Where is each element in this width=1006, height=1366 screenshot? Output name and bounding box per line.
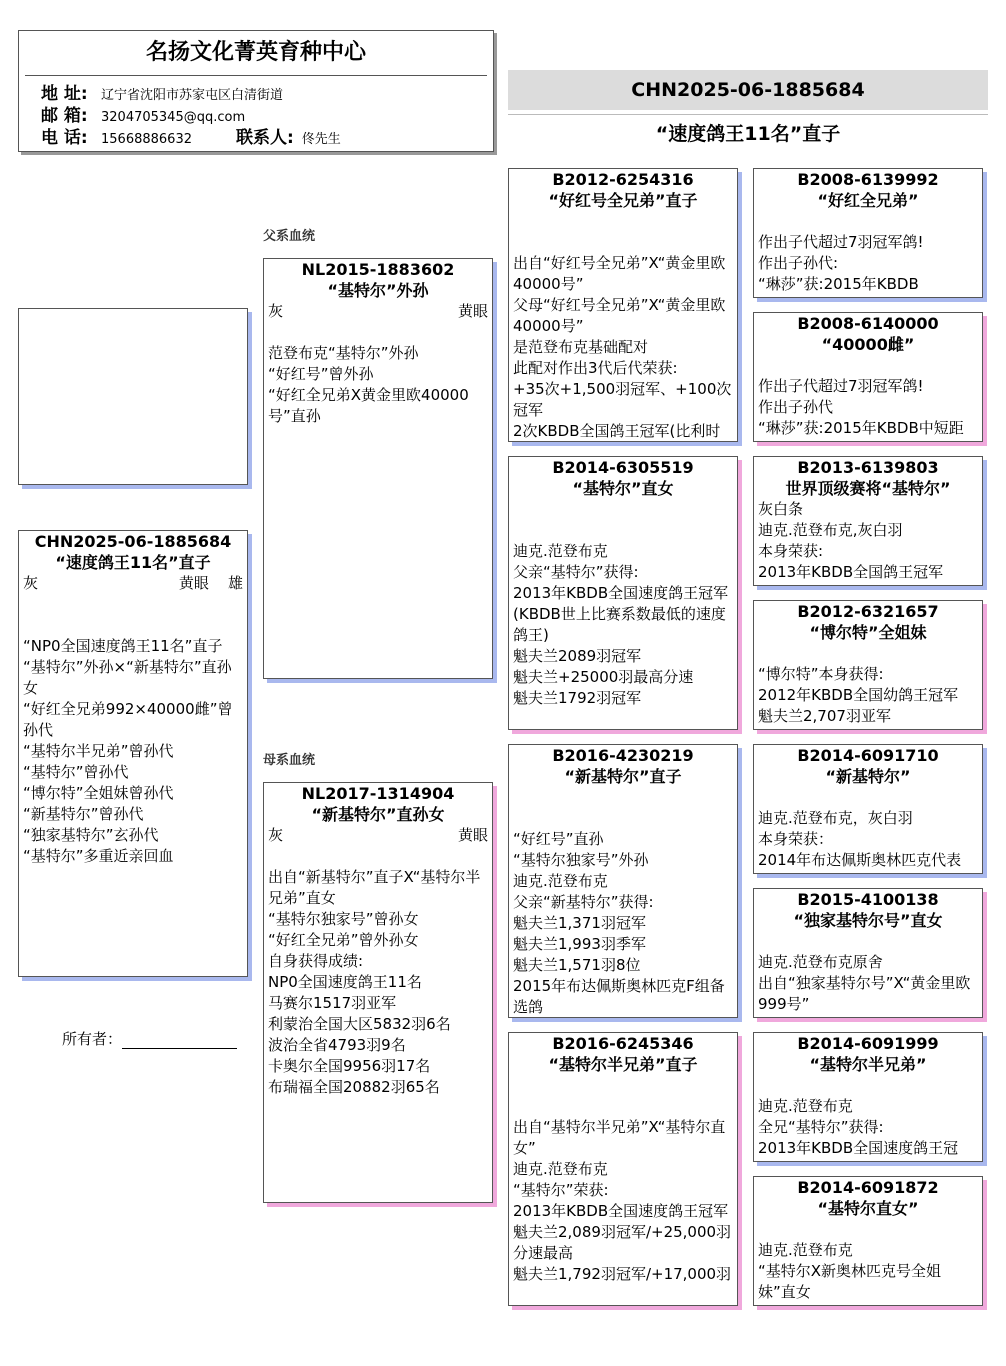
sire-notes: 范登布克“基特尔”外孙 “好红号”曾外孙 “好红全兄弟X黄金里欧40000号”直孙 bbox=[268, 344, 469, 425]
great-grandparent-notes: 灰白条 迪克.范登布克,灰白羽 本身荣获: 2013年KBDB全国鸽王冠军 bbox=[758, 500, 944, 581]
grandparent-notes: 迪克.范登布克 父亲“基特尔”获得: 2013年KBDB全国速度鸽王冠军 (KBDB世上比赛系数最低的速度鸽王) 魁夫兰2089羽冠军 魁夫兰+25000羽最高分速 魁夫兰1792羽冠军 bbox=[513, 542, 729, 707]
address-label: 地 址: bbox=[41, 84, 88, 104]
breeder-info-box bbox=[18, 30, 494, 152]
great-grandparent-card bbox=[753, 1176, 983, 1306]
phone-label: 电 话: bbox=[41, 128, 88, 148]
ring-banner: CHN2025-06-1885684 bbox=[508, 70, 988, 110]
address-row bbox=[19, 84, 493, 106]
great-grandparent-card bbox=[753, 600, 983, 730]
email-label: 邮 箱: bbox=[41, 106, 88, 126]
great-grandparent-title: 世界顶级赛将“基特尔” bbox=[785, 479, 951, 498]
great-grandparent-card bbox=[753, 312, 983, 442]
grandparent-card bbox=[508, 456, 738, 730]
grandparent-notes: “好红号”直孙 “基特尔独家号”外孙 迪克.范登布克 父亲“新基特尔”获得: 魁夫兰1,371羽冠军 魁夫兰1,993羽季军 魁夫兰1,571羽8位 2015年布达佩斯奥林匹克F组备选鸽 bbox=[513, 830, 725, 1016]
dam-line-label: 母系血统 bbox=[263, 753, 316, 768]
pigeon-photo bbox=[18, 308, 248, 485]
great-grandparent-card bbox=[753, 168, 983, 298]
great-grandparent-card bbox=[753, 456, 983, 586]
subject-eye: 黄眼 bbox=[178, 574, 209, 592]
dam-color: 灰 bbox=[268, 826, 284, 844]
grandparent-title: “基特尔”直女 bbox=[572, 479, 674, 498]
dam-eye: 黄眼 bbox=[457, 826, 488, 844]
email-value: 3204705345@qq.com bbox=[101, 110, 246, 125]
great-grandparent-title: “新基特尔” bbox=[825, 767, 911, 786]
subject-ring: CHN2025-06-1885684 bbox=[34, 532, 232, 551]
grandparent-card bbox=[508, 1032, 738, 1306]
great-grandparent-ring: B2014-6091710 bbox=[797, 746, 939, 765]
great-grandparent-notes: 作出子代超过7羽冠军鸽! 作出子孙代: “琳莎”获:2015年KBDB bbox=[758, 233, 924, 293]
great-grandparent-ring: B2014-6091872 bbox=[797, 1178, 939, 1197]
header-divider bbox=[25, 75, 487, 76]
dam-ring: NL2017-1314904 bbox=[301, 784, 455, 803]
great-grandparent-notes: “博尔特”本身获得: 2012年KBDB全国幼鸽王冠军 魁夫兰2,707羽亚军 bbox=[758, 665, 959, 725]
grandparent-ring: B2012-6254316 bbox=[552, 170, 694, 189]
subject-title: “速度鸽王11名”直子 bbox=[655, 123, 841, 145]
sire-card bbox=[263, 258, 493, 679]
banner-divider bbox=[508, 114, 988, 115]
grandparent-title: “新基特尔”直子 bbox=[564, 767, 682, 786]
dam-notes: 出自“新基特尔”直子X“基特尔半兄弟”直女 “基特尔独家号”曾孙女 “好红全兄弟”曾外孙女 自身获得成绩: NP0全国速度鸽王11名 马赛尔1517羽亚军 利蒙治全国大区5832羽6名 波治全省4793羽9名 卡奥尔全国9956羽17名 布瑞福全国20882羽65名 bbox=[268, 868, 481, 1096]
great-grandparent-card bbox=[753, 744, 983, 874]
subject-traits bbox=[19, 573, 247, 594]
sire-eye: 黄眼 bbox=[457, 302, 488, 320]
org-name: 名扬文化菁英育种中心 bbox=[145, 40, 366, 65]
great-grandparent-ring: B2012-6321657 bbox=[797, 602, 939, 621]
subject-card bbox=[18, 530, 248, 977]
sire-ring: NL2015-1883602 bbox=[301, 260, 455, 279]
great-grandparent-title: “40000雌” bbox=[821, 335, 915, 354]
great-grandparent-ring: B2015-4100138 bbox=[797, 890, 939, 909]
grandparent-ring: B2016-6245346 bbox=[552, 1034, 694, 1053]
subject-sex: 雄 bbox=[227, 574, 243, 592]
dam-card bbox=[263, 782, 493, 1203]
grandparent-notes: 出自“基特尔半兄弟”X“基特尔直女” 迪克.范登布克 “基特尔”荣获: 2013年KBDB全国速度鸽王冠军 魁夫兰2,089羽冠军/+25,000羽分速最高 魁夫兰1,792羽冠军/+17,000羽 bbox=[513, 1118, 732, 1283]
great-grandparent-title: “好红全兄弟” bbox=[817, 191, 919, 210]
contact-label: 联系人: bbox=[235, 128, 294, 148]
owner-label: 所有者： bbox=[62, 1030, 123, 1048]
grandparent-ring: B2014-6305519 bbox=[552, 458, 694, 477]
great-grandparent-ring: B2014-6091999 bbox=[797, 1034, 939, 1053]
great-grandparent-notes: 迪克.范登布克原舍 出自“独家基特尔号”X“黄金里欧999号” bbox=[758, 953, 971, 1013]
great-grandparent-title: “独家基特尔号”直女 bbox=[793, 911, 943, 930]
great-grandparent-ring: B2013-6139803 bbox=[797, 458, 939, 477]
great-grandparent-ring: B2008-6140000 bbox=[797, 314, 939, 333]
dam-title: “新基特尔”直孙女 bbox=[311, 805, 445, 824]
sire-line-label: 父系血统 bbox=[263, 229, 316, 244]
grandparent-title: “基特尔半兄弟”直子 bbox=[548, 1055, 698, 1074]
grandparent-ring: B2016-4230219 bbox=[552, 746, 694, 765]
sire-traits bbox=[264, 301, 492, 322]
great-grandparent-notes: 迪克.范登布克 “基特尔X新奥林匹克号全姐妹”直女 bbox=[758, 1241, 942, 1301]
great-grandparent-notes: 迪克.范登布克 全兄“基特尔”获得: 2013年KBDB全国速度鸽王冠 bbox=[758, 1097, 959, 1157]
email-row bbox=[19, 106, 493, 128]
subject-color: 灰 bbox=[23, 574, 39, 592]
great-grandparent-title: “基特尔直女” bbox=[817, 1199, 919, 1218]
address-value: 辽宁省沈阳市苏家屯区白清街道 bbox=[101, 88, 284, 103]
owner-signature-line[interactable] bbox=[122, 1032, 237, 1049]
phone-row bbox=[19, 128, 493, 150]
grandparent-card bbox=[508, 168, 738, 442]
great-grandparent-card bbox=[753, 888, 983, 1018]
owner-field bbox=[62, 1028, 237, 1049]
subject-card-title: “速度鸽王11名”直子 bbox=[55, 553, 211, 572]
great-grandparent-ring: B2008-6139992 bbox=[797, 170, 939, 189]
dam-traits bbox=[264, 825, 492, 846]
great-grandparent-notes: 迪克.范登布克，灰白羽 本身荣获： 2014年布达佩斯奥林匹克代表 bbox=[758, 809, 962, 869]
great-grandparent-title: “基特尔半兄弟” bbox=[809, 1055, 927, 1074]
phone-value: 15668886632 bbox=[101, 132, 192, 147]
subject-notes: “NP0全国速度鸽王11名”直子 “基特尔”外孙×“新基特尔”直孙女 “好红全兄弟992×40000雌”曾孙代 “基特尔半兄弟”曾孙代 “基特尔”曾孙代 “博尔特”全姐妹曾孙代 “新基特尔”曾孙代 “独家基特尔”玄孙代 “基特尔”多重近亲回血 bbox=[23, 637, 233, 865]
great-grandparent-notes: 作出子代超过7羽冠军鸽! 作出子孙代 “琳莎”获:2015年KBDB中短距 bbox=[758, 377, 964, 437]
sire-color: 灰 bbox=[268, 302, 284, 320]
great-grandparent-title: “博尔特”全姐妹 bbox=[809, 623, 927, 642]
grandparent-notes: 出自“好红号全兄弟”X“黄金里欧40000号” 父母“好红号全兄弟”X“黄金里欧40000号” 是范登布克基础配对 此配对作出3代后代荣获: +35次+1,500羽冠军、+100次冠军 2次KBDB全国鸽王冠军(比利时 bbox=[513, 254, 732, 440]
contact-value: 佟先生 bbox=[301, 132, 341, 147]
sire-title: “基特尔”外孙 bbox=[327, 281, 429, 300]
grandparent-card bbox=[508, 744, 738, 1018]
great-grandparent-card bbox=[753, 1032, 983, 1162]
grandparent-title: “好红号全兄弟”直子 bbox=[548, 191, 698, 210]
